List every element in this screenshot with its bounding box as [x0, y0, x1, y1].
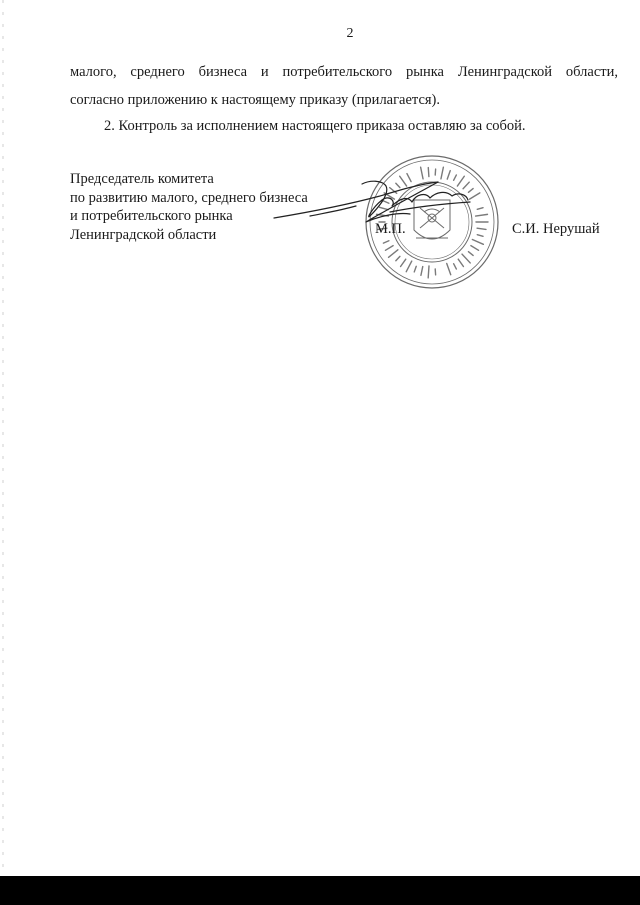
position-line-1: Председатель комитета [70, 171, 214, 187]
seal-letter-mark [401, 259, 406, 266]
paragraph-2-text: 2. Контроль за исполнением настоящего приказа оставляю за собой. [104, 118, 526, 134]
seal-letter-mark [447, 263, 451, 274]
seal-letter-mark [462, 254, 470, 263]
paragraph-1-line-1: малого, среднего бизнеса и потребительского рынка Ленинградской области, [70, 64, 618, 80]
seal-letter-mark [458, 259, 463, 266]
scan-edge-artifact [2, 0, 4, 876]
seal-letter-mark [389, 250, 398, 258]
seal-letter-mark [471, 246, 479, 251]
position-line-4: Ленинградской области [70, 226, 217, 243]
stamp-place-label: М.П. [375, 221, 406, 237]
paragraph-1 [70, 58, 618, 114]
position-line-3: и потребительского рынка [70, 208, 233, 224]
position-line-2: по развитию малого, среднего бизнеса [70, 189, 308, 206]
seal-letter-mark [414, 266, 416, 272]
seal-letter-mark [421, 267, 423, 276]
signer-name: С.И. Нерушай [512, 221, 600, 237]
page-number: 2 [346, 26, 354, 41]
seal-letter-mark [396, 256, 400, 260]
seal-letter-mark [454, 264, 457, 269]
paragraph-2 [104, 112, 624, 140]
seal-letter-mark [406, 261, 412, 272]
scan-bottom-border [0, 876, 640, 905]
seal-letter-mark [428, 266, 429, 278]
seal-letter-mark [385, 246, 393, 251]
seal-letter-mark [468, 252, 473, 256]
paragraph-1-line-2: согласно приложению к настоящему приказу (прилагается). [70, 92, 441, 108]
